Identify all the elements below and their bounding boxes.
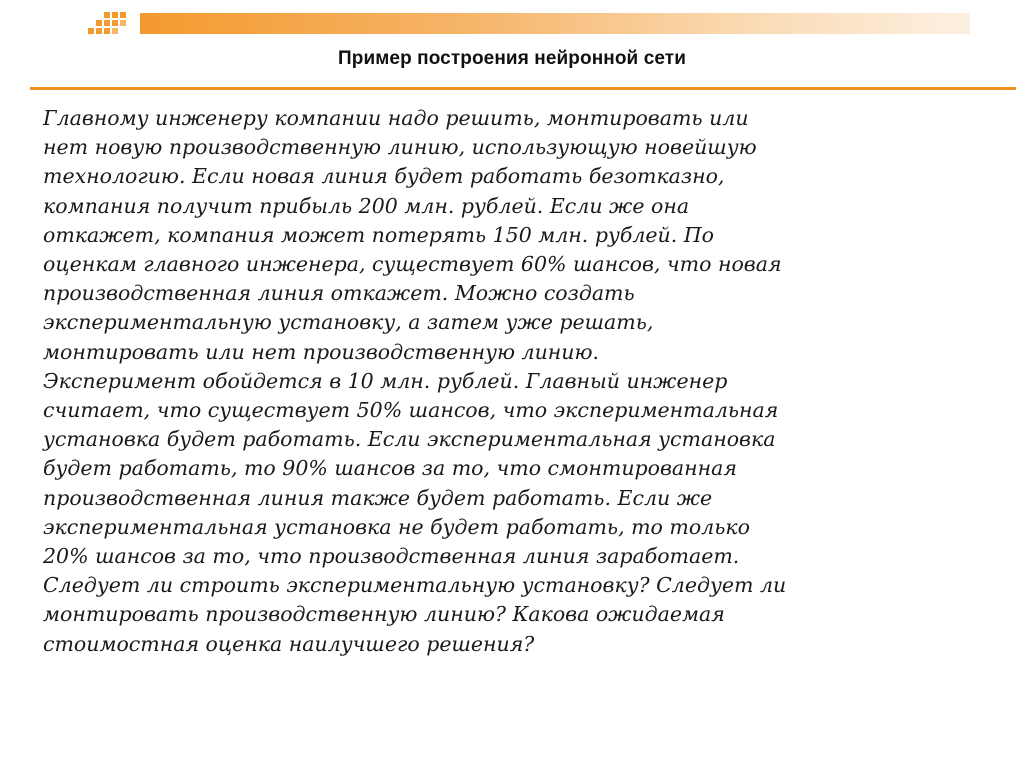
body-text-line: Эксперимент обойдется в 10 млн. рублей. Главный инженер	[43, 368, 728, 393]
body-text	[43, 104, 983, 659]
body-text-line: нет новую производственную линию, использующую новейшую	[43, 135, 757, 160]
body-text-line: производственная линия откажет. Можно создать	[43, 281, 635, 306]
body-text-line: оценкам главного инженера, существует 60% шансов, что новая	[43, 252, 782, 277]
slide-title: Пример построения нейронной сети	[338, 48, 686, 69]
body-text-line: Главному инженеру компании надо решить, монтировать или	[43, 106, 749, 130]
body-text-line: считает, что существует 50% шансов, что экспериментальная	[43, 398, 779, 423]
body-text-line: откажет, компания может потерять 150 млн. рублей. По	[43, 222, 715, 247]
body-text-line: экспериментальная установка не будет работать, то только	[43, 514, 750, 539]
body-text-line: Следует ли строить экспериментальную установку? Следует ли	[43, 573, 787, 598]
body-text-line: компания получит прибыль 200 млн. рублей. Если же она	[43, 193, 690, 218]
body-text-line: установка будет работать. Если экспериментальная установка	[43, 427, 776, 452]
body-text-line: 20% шансов за то, что производственная линия заработает.	[43, 544, 740, 569]
logo-dots-icon	[82, 10, 132, 40]
header-gradient-band	[140, 13, 970, 34]
body-text-line: стоимостная оценка наилучшего решения?	[43, 631, 535, 656]
body-text-line: экспериментальную установку, а затем уже решать,	[43, 310, 654, 335]
body-text-line: монтировать производственную линию? Какова ожидаемая	[43, 602, 725, 627]
body-text-line: производственная линия также будет работать. Если же	[43, 485, 713, 510]
title-divider	[30, 87, 1016, 90]
body-text-line: монтировать или нет производственную линию.	[43, 339, 600, 364]
body-text-line: технологию. Если новая линия будет работать безотказно,	[43, 164, 725, 189]
body-text-line: будет работать, то 90% шансов за то, что смонтированная	[43, 456, 737, 481]
